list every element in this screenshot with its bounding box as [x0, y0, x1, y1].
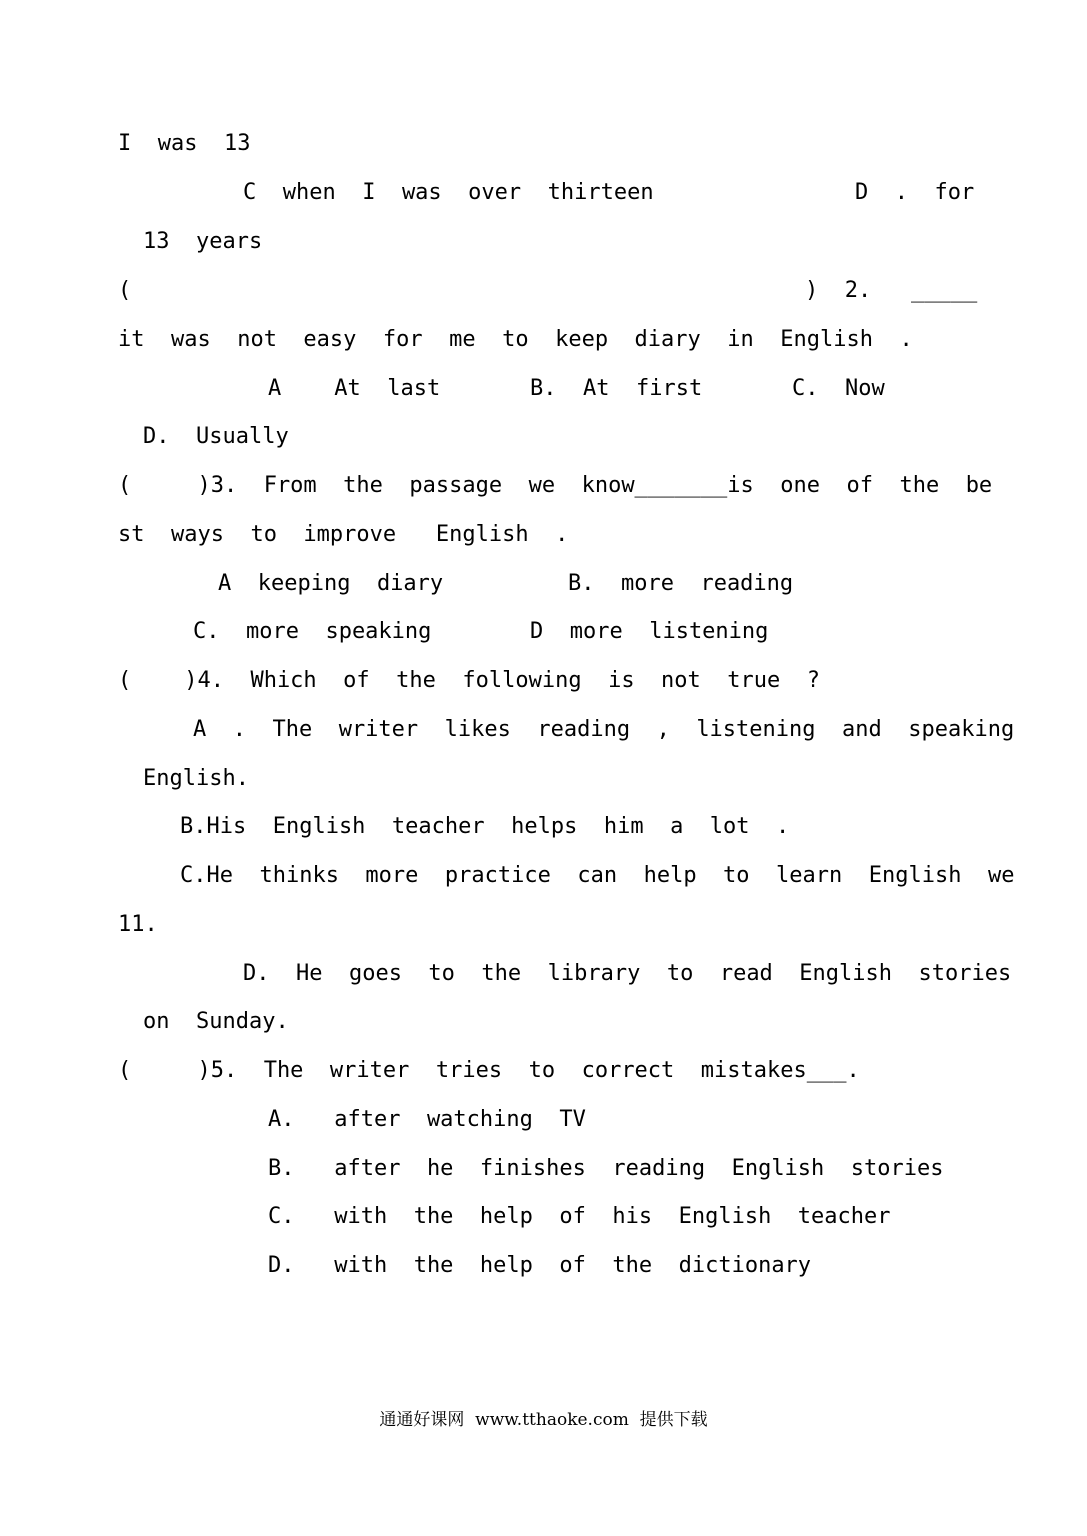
page-footer: 通通好课网 www.tthaoke.com 提供下载	[379, 1410, 708, 1430]
q4-stem: ( )4. Which of the following is not true ?	[118, 668, 820, 693]
q2-option-b: B. At first	[530, 376, 703, 401]
q1-option-d-tail: 13 years	[143, 229, 263, 254]
q1-option-d: D . for	[855, 180, 975, 205]
q3-stem: ( )3. From the passage we know_______is one of the be	[118, 473, 993, 498]
q4-option-c: C.He thinks more practice can help to learn English we	[180, 863, 1015, 888]
q5-option-c: C. with the help of his English teacher	[268, 1204, 891, 1229]
q4-option-a: A . The writer likes reading , listening and speaking	[193, 717, 1015, 742]
q4-option-d-tail: on Sunday.	[143, 1009, 289, 1034]
q3-option-c: C. more speaking	[193, 619, 432, 644]
q2-stem: it was not easy for me to keep diary in English .	[118, 327, 913, 352]
q3-option-d: D more listening	[530, 619, 769, 644]
q4-option-a-tail: English.	[143, 766, 249, 791]
q1-option-line: I was 13	[118, 131, 251, 156]
q5-option-a: A. after watching TV	[268, 1107, 586, 1132]
q4-option-b: B.His English teacher helps him a lot .	[180, 814, 790, 839]
q4-option-d: D. He goes to the library to read English stories	[243, 961, 1012, 986]
q3-option-a: A keeping diary	[218, 571, 444, 596]
q1-option-c: C when I was over thirteen	[243, 180, 654, 205]
q4-option-c-tail: 11.	[118, 912, 158, 937]
q2-paren-open: (	[118, 278, 132, 303]
q3-option-b: B. more reading	[568, 571, 794, 596]
q5-option-b: B. after he finishes reading English stories	[268, 1156, 944, 1181]
q2-option-a: A At last	[268, 376, 441, 401]
q2-number: ) 2. _____	[805, 278, 978, 303]
q2-option-c: C. Now	[792, 376, 885, 401]
q2-option-d: D. Usually	[143, 424, 289, 449]
q5-stem: ( )5. The writer tries to correct mistakes___.	[118, 1058, 860, 1083]
q5-option-d: D. with the help of the dictionary	[268, 1253, 812, 1278]
q3-stem-continued: st ways to improve English .	[118, 522, 569, 547]
